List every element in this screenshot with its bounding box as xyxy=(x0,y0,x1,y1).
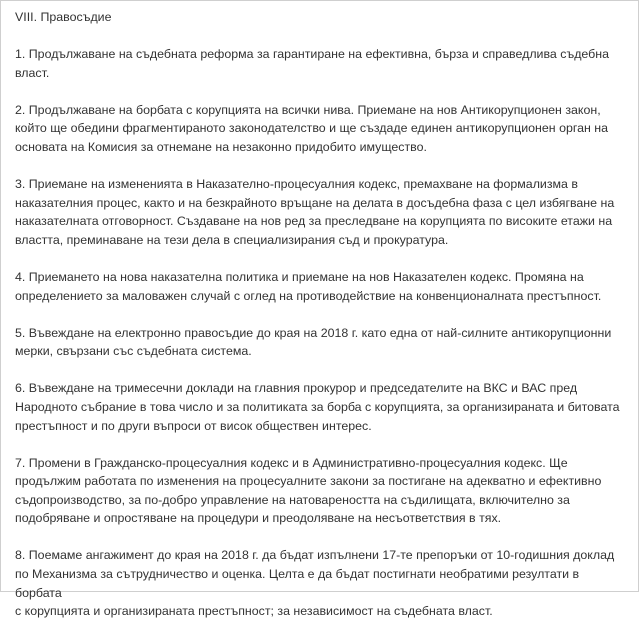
paragraph-2: 2. Продължаване на борбата с корупцията на всички нива. Приемане на нов Антикорупционен закон, който ще обедини фрагментираното законодателство и ще създаде единен антикорупционен орган на основата на Комисия за отнемане на незаконно придобито имущество. xyxy=(15,102,609,154)
paragraph-5: 5. Въвеждане на електронно правосъдие до края на 2018 г. като една от най-силните антикорупционни мерки, свързани със съдебната система. xyxy=(15,325,612,359)
paragraph-3: 3. Приемане на измененията в Наказателно-процесуалния кодекс, премахване на формализма в наказателния процес, както и на безкрайното връщане на делата в досъдебна фаза с цел избягване на наказателната отговорност. Създаване на нов ред за преследване на корупцията по високите етажи на властта, преминаване на тези дела в специализирания съд и прокуратура. xyxy=(15,177,615,247)
paragraph-4: 4. Приемането на нова наказателна политика и приемане на нов Наказателен кодекс. Промяна на определението за маловажен случай с оглед на противодействие на конвенционалната престъпност. xyxy=(15,269,602,303)
paragraph-7: 7. Промени в Гражданско-процесуалния кодекс и в Административно-процесуалния кодекс. Ще продължим работата по изменения на процесуалните закони за постигане на адекватно и ефективно съдопроизводство, за по-добро управление на натовареността на съдилищата, включително за подобряване и опростяване на процедури и преодоляване на несъответствия в тях. xyxy=(15,455,602,526)
section-heading: VIII. Правосъдие xyxy=(15,10,112,24)
paragraph-1: 1. Продължаване на съдебната реформа за гарантиране на ефективна, бърза и справедлива съдебна власт. xyxy=(15,47,610,80)
paragraph-8: 8. Поемаме ангажимент до края на 2018 г. да бъдат изпълнени 17-те препоръки от 10-годишния доклад по Механизма за сътрудничество и оценка. Целта е да бъдат постигнати необратими резултати в борбата с корупцията и организираната престъпност; за независимост на съдебната власт. xyxy=(15,548,615,619)
paragraph-6: 6. Въвеждане на тримесечни доклади на главния прокурор и председателите на ВКС и ВАС пред Народното събрание в това число и за политиката за борба с корупцията, за организираната и битовата престъпност и по други въпроси от висок обществен интерес. xyxy=(15,381,620,433)
